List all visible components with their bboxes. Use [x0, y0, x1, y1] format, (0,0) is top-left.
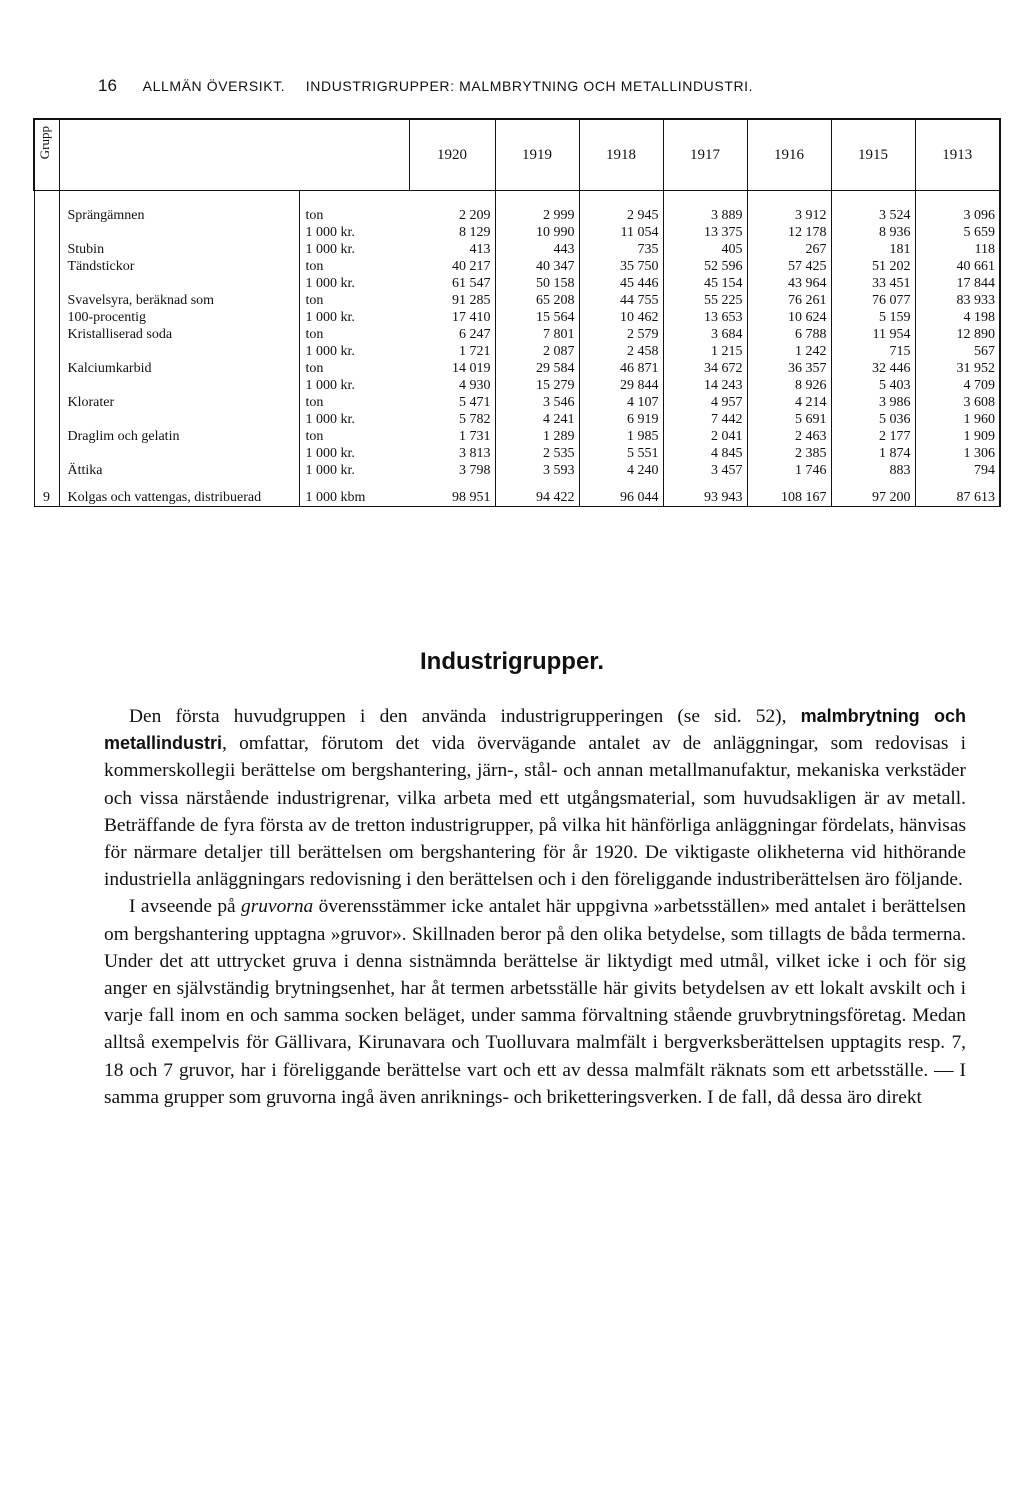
table-cell: 12 178 — [747, 224, 831, 241]
unit-label: ton — [305, 429, 324, 444]
table-cell: 2 087 — [495, 343, 579, 360]
table-cell: 735 — [579, 241, 663, 258]
table-cell: 5 551 — [579, 445, 663, 462]
table-cell: 13 653 — [663, 309, 747, 326]
table-cell: 5 036 — [831, 411, 915, 428]
group-number — [34, 275, 59, 292]
table-cell: 2 385 — [747, 445, 831, 462]
table-cell: 29 584 — [495, 360, 579, 377]
table-cell: 3 684 — [663, 326, 747, 343]
table-cell: 8 926 — [747, 377, 831, 394]
table-cell: 5 691 — [747, 411, 831, 428]
table-cell: 8 936 — [831, 224, 915, 241]
table-cell: 7 442 — [663, 411, 747, 428]
table-cell: 8 129 — [409, 224, 495, 241]
year-header: 1917 — [663, 119, 747, 191]
table-cell: 3 593 — [495, 462, 579, 479]
table-cell: 96 044 — [579, 489, 663, 507]
section-heading: Industrigrupper. — [419, 648, 604, 675]
group-number — [34, 411, 59, 428]
table-cell: 2 209 — [409, 207, 495, 224]
table-cell: 443 — [495, 241, 579, 258]
row-label: Sprängämnen — [59, 207, 299, 224]
table-cell: 2 945 — [579, 207, 663, 224]
body-text — [104, 703, 966, 1111]
table-cell: 40 661 — [915, 258, 1000, 275]
table-cell: 4 214 — [747, 394, 831, 411]
table-cell: 83 933 — [915, 292, 1000, 309]
table-row — [34, 394, 1000, 411]
table-cell: 40 347 — [495, 258, 579, 275]
table-cell: 40 217 — [409, 258, 495, 275]
table-cell: 76 261 — [747, 292, 831, 309]
table-row — [34, 309, 1000, 326]
table-cell: 5 782 — [409, 411, 495, 428]
group-number — [34, 207, 59, 224]
table-cell: 3 608 — [915, 394, 1000, 411]
table-row — [34, 377, 1000, 394]
table-cell: 45 154 — [663, 275, 747, 292]
row-label — [59, 224, 299, 241]
row-label: 100-procentig — [59, 309, 299, 326]
table-cell: 44 755 — [579, 292, 663, 309]
table-cell: 1 874 — [831, 445, 915, 462]
table-cell: 4 957 — [663, 394, 747, 411]
table-row — [34, 224, 1000, 241]
table-cell: 31 952 — [915, 360, 1000, 377]
page-title: INDUSTRIGRUPPER: MALMBRYTNING OCH METALLINDUSTRI. — [305, 78, 754, 94]
table-cell: 3 986 — [831, 394, 915, 411]
table-cell: 405 — [663, 241, 747, 258]
unit-label: 1 000 kr. — [305, 225, 355, 240]
table-cell: 33 451 — [831, 275, 915, 292]
row-label — [59, 445, 299, 462]
table-cell: 1 960 — [915, 411, 1000, 428]
table-cell: 51 202 — [831, 258, 915, 275]
group-number: 9 — [34, 489, 59, 507]
table-row — [34, 489, 1000, 507]
table-cell: 43 964 — [747, 275, 831, 292]
row-label — [59, 343, 299, 360]
table-cell: 36 357 — [747, 360, 831, 377]
paragraph: Den första huvudgruppen i den använda industrigrupperingen (se sid. 52), malmbrytning och metallindustri, omfattar, förutom det vida övervägande antalet av de anläggningar, som redovisas i kommerskollegii berättelse om bergshantering, järn-, stål- och annan metallmanufaktur, mekaniska verkstäder och vissa närstående industrigrenar, vilka arbeta med ett utgångsmaterial, som huvudsakligen är av metall. Beträffande de fyra första av de tretton industrigrupper, på vilka hit hänförliga anläggningar fördelats, hänvisas för närmare detaljer till berättelsen om bergshantering för år 1920. De viktigaste olikheterna vid hithörande industriella anläggningars redovisning i den berättelsen och i den föreliggande industriberättelsen äro följande. — [104, 706, 967, 891]
table-cell: 10 462 — [579, 309, 663, 326]
table-row — [34, 207, 1000, 224]
table-body — [34, 191, 1000, 507]
table-row — [34, 275, 1000, 292]
label-header — [59, 119, 409, 191]
table-cell: 4 240 — [579, 462, 663, 479]
unit-label: 1 000 kr. — [305, 412, 355, 427]
table-cell: 108 167 — [747, 489, 831, 507]
table-row — [34, 343, 1000, 360]
table-cell: 50 158 — [495, 275, 579, 292]
table-cell: 3 457 — [663, 462, 747, 479]
group-number — [34, 292, 59, 309]
table-row — [34, 428, 1000, 445]
table-cell: 5 403 — [831, 377, 915, 394]
table-cell: 6 919 — [579, 411, 663, 428]
table-cell: 1 731 — [409, 428, 495, 445]
table-cell: 4 107 — [579, 394, 663, 411]
row-label: Draglim och gelatin — [59, 428, 299, 445]
table-cell: 5 159 — [831, 309, 915, 326]
group-number — [34, 445, 59, 462]
unit-label: ton — [305, 259, 324, 274]
table-cell: 61 547 — [409, 275, 495, 292]
table-cell: 1 746 — [747, 462, 831, 479]
table-cell: 46 871 — [579, 360, 663, 377]
group-number — [34, 394, 59, 411]
table-cell: 14 019 — [409, 360, 495, 377]
section-name: ALLMÄN ÖVERSIKT. — [142, 78, 286, 94]
table-cell: 76 077 — [831, 292, 915, 309]
table-cell: 883 — [831, 462, 915, 479]
spacer-row — [34, 191, 1000, 208]
unit-label: ton — [305, 327, 324, 342]
table-cell: 2 458 — [579, 343, 663, 360]
table-cell: 5 471 — [409, 394, 495, 411]
group-number — [34, 360, 59, 377]
year-header: 1919 — [495, 119, 579, 191]
table-row — [34, 258, 1000, 275]
unit-label: 1 000 kr. — [305, 242, 355, 257]
table-cell: 118 — [915, 241, 1000, 258]
year-header-row — [34, 119, 1000, 191]
table-cell: 5 659 — [915, 224, 1000, 241]
table-cell: 17 844 — [915, 275, 1000, 292]
statistics-table — [33, 118, 999, 507]
table-cell: 2 463 — [747, 428, 831, 445]
row-label: Stubin — [59, 241, 299, 258]
table-cell: 6 247 — [409, 326, 495, 343]
group-number — [34, 224, 59, 241]
table-cell: 3 889 — [663, 207, 747, 224]
spacer-row — [34, 479, 1000, 489]
table-cell: 2 579 — [579, 326, 663, 343]
unit-label: 1 000 kr. — [305, 463, 355, 478]
page-number: 16 — [98, 76, 117, 95]
table-cell: 11 954 — [831, 326, 915, 343]
table-cell: 1 985 — [579, 428, 663, 445]
unit-label: 1 000 kr. — [305, 276, 355, 291]
row-label: Kolgas och vattengas, distribuerad — [59, 489, 299, 507]
year-header: 1913 — [915, 119, 1000, 191]
table-cell: 34 672 — [663, 360, 747, 377]
table-cell: 35 750 — [579, 258, 663, 275]
table-cell: 15 564 — [495, 309, 579, 326]
paragraph: I avseende på gruvorna överensstämmer icke antalet här uppgivna »arbetsställen» med antalet i berättelsen om bergshantering upptagna »gruvor». Skillnaden beror på den olika betydelse, som tillagts de båda termerna. Under det att uttrycket gruva i denna sistnämnda berättelse är liktydigt med utmål, vilket icke i och för sig anger en självständig brytningsenhet, har åt termen arbetsställe här givits betydelsen av ett lokalt avskilt och i varje fall inom en och samma socken beläget, under samma förvaltning stående gruvbrytningsföretag. Medan alltså exempelvis för Gällivara, Kirunavara och Tuolluvara malmfält i bergverksberättelsen upptagits resp. 7, 18 och 7 gruvor, har i föreliggande berättelse vart och ett av dessa malmfält räknats som ett arbetsställe. — I samma grupper som gruvorna ingå även anriknings- och briketteringsverken. I de fall, då dessa äro direkt — [104, 896, 966, 1108]
table-cell: 2 177 — [831, 428, 915, 445]
table-cell: 4 198 — [915, 309, 1000, 326]
group-number — [34, 258, 59, 275]
table-cell: 2 999 — [495, 207, 579, 224]
unit-label: 1 000 kr. — [305, 446, 355, 461]
table-cell: 10 624 — [747, 309, 831, 326]
row-label: Ättika — [59, 462, 299, 479]
table-cell: 1 721 — [409, 343, 495, 360]
row-label: Tändstickor — [59, 258, 299, 275]
table-cell: 17 410 — [409, 309, 495, 326]
running-head — [98, 76, 988, 96]
unit-label: ton — [305, 293, 324, 308]
group-number — [34, 343, 59, 360]
table-cell: 87 613 — [915, 489, 1000, 507]
table-cell: 3 546 — [495, 394, 579, 411]
group-number — [34, 326, 59, 343]
table-cell: 4 930 — [409, 377, 495, 394]
table-cell: 94 422 — [495, 489, 579, 507]
table-cell: 1 289 — [495, 428, 579, 445]
table-cell: 10 990 — [495, 224, 579, 241]
table-cell: 65 208 — [495, 292, 579, 309]
unit-label: 1 000 kr. — [305, 310, 355, 325]
table-row — [34, 411, 1000, 428]
row-label: Klorater — [59, 394, 299, 411]
table-cell: 29 844 — [579, 377, 663, 394]
unit-label: ton — [305, 361, 324, 376]
table-row — [34, 462, 1000, 479]
table-row — [34, 241, 1000, 258]
table-row — [34, 360, 1000, 377]
table-cell: 12 890 — [915, 326, 1000, 343]
table-cell: 3 912 — [747, 207, 831, 224]
table-cell: 11 054 — [579, 224, 663, 241]
table-cell: 3 798 — [409, 462, 495, 479]
table-cell: 93 943 — [663, 489, 747, 507]
table-cell: 4 845 — [663, 445, 747, 462]
table-cell: 55 225 — [663, 292, 747, 309]
table-cell: 567 — [915, 343, 1000, 360]
table-cell: 715 — [831, 343, 915, 360]
group-number — [34, 428, 59, 445]
table-cell: 4 709 — [915, 377, 1000, 394]
row-label — [59, 275, 299, 292]
grupp-header: Grupp — [34, 119, 59, 191]
table-cell: 6 788 — [747, 326, 831, 343]
table-cell: 52 596 — [663, 258, 747, 275]
year-header: 1918 — [579, 119, 663, 191]
year-header: 1915 — [831, 119, 915, 191]
table-row — [34, 445, 1000, 462]
group-number — [34, 241, 59, 258]
row-label: Kalciumkarbid — [59, 360, 299, 377]
row-label — [59, 377, 299, 394]
unit-label: 1 000 kr. — [305, 344, 355, 359]
group-number — [34, 462, 59, 479]
unit-label: ton — [305, 208, 324, 223]
row-label: Svavelsyra, beräknad som — [59, 292, 299, 309]
table-cell: 14 243 — [663, 377, 747, 394]
table-row — [34, 326, 1000, 343]
year-header: 1916 — [747, 119, 831, 191]
unit-label: 1 000 kr. — [305, 378, 355, 393]
table-cell: 1 215 — [663, 343, 747, 360]
table-cell: 2 535 — [495, 445, 579, 462]
table-cell: 57 425 — [747, 258, 831, 275]
year-header: 1920 — [409, 119, 495, 191]
row-label: Kristalliserad soda — [59, 326, 299, 343]
table-cell: 4 241 — [495, 411, 579, 428]
unit-label: ton — [305, 395, 324, 410]
table-cell: 3 524 — [831, 207, 915, 224]
table-cell: 267 — [747, 241, 831, 258]
table-cell: 1 242 — [747, 343, 831, 360]
table-cell: 1 306 — [915, 445, 1000, 462]
row-label — [59, 411, 299, 428]
table-cell: 45 446 — [579, 275, 663, 292]
group-number — [34, 377, 59, 394]
table-cell: 97 200 — [831, 489, 915, 507]
table-cell: 13 375 — [663, 224, 747, 241]
table-cell: 98 951 — [409, 489, 495, 507]
table-cell: 15 279 — [495, 377, 579, 394]
table-cell: 91 285 — [409, 292, 495, 309]
table-cell: 413 — [409, 241, 495, 258]
table-row — [34, 292, 1000, 309]
table-cell: 7 801 — [495, 326, 579, 343]
table-cell: 1 909 — [915, 428, 1000, 445]
group-number — [34, 309, 59, 326]
table-cell: 2 041 — [663, 428, 747, 445]
unit-label: 1 000 kbm — [299, 489, 409, 507]
table-cell: 794 — [915, 462, 1000, 479]
table-cell: 181 — [831, 241, 915, 258]
table-cell: 32 446 — [831, 360, 915, 377]
table-cell: 3 813 — [409, 445, 495, 462]
table-cell: 3 096 — [915, 207, 1000, 224]
